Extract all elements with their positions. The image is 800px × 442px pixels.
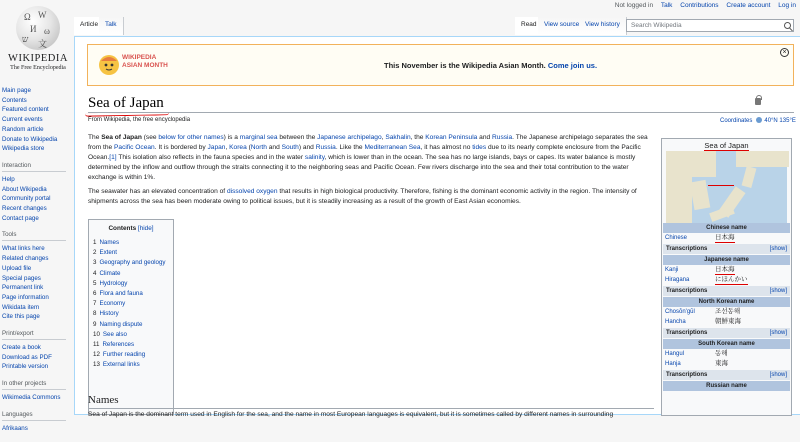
log-in-link[interactable]: Log in <box>778 2 796 9</box>
title-divider <box>88 112 794 113</box>
sidebar-heading: In other projects <box>2 380 66 390</box>
sidebar-tools <box>0 231 72 322</box>
text-run: , it has almost no <box>420 144 473 151</box>
wikipedia-logo[interactable] <box>2 0 74 82</box>
infobox-section-heading: South Korean name <box>663 339 790 349</box>
sidebar-print <box>0 330 72 372</box>
toc-item[interactable] <box>93 320 169 330</box>
sidebar-heading: Languages <box>2 411 66 421</box>
text-run: due to its nearly complete enclosure from the Pacific Ocean. <box>88 144 641 161</box>
logo-line: ASIAN MONTH <box>122 62 168 69</box>
sidebar-item-special-pages[interactable]: Special pages <box>2 274 41 282</box>
article-link[interactable]: [1] <box>109 154 117 161</box>
sidebar-item-wikidata-item[interactable]: Wikidata item <box>2 303 40 311</box>
toc-number: 9 <box>93 320 97 328</box>
infobox-row <box>662 265 791 275</box>
toc-hide-link[interactable]: [hide] <box>137 225 154 232</box>
not-logged-in-label: Not logged in <box>614 2 654 9</box>
location-map[interactable] <box>666 151 787 223</box>
text-run: ) is a <box>223 134 240 141</box>
banner-join-link[interactable]: Come join us. <box>547 61 598 70</box>
text-run: and <box>266 144 282 151</box>
tab-talk[interactable]: Talk <box>99 17 124 35</box>
article-link[interactable]: Japanese archipelago <box>317 134 382 141</box>
article-link[interactable]: Korea <box>229 144 247 151</box>
show-button[interactable]: [show] <box>769 330 787 336</box>
section-heading-names: Names <box>88 394 119 406</box>
tab-view-source[interactable]: View source <box>538 17 586 35</box>
transcriptions-label: Transcriptions <box>666 330 708 336</box>
sidebar-item-related-changes[interactable]: Related changes <box>2 255 49 263</box>
infobox-value: 동해 <box>715 350 728 357</box>
sidebar-item-printable-version[interactable]: Printable version <box>2 363 49 371</box>
lead-paragraph <box>88 133 658 183</box>
toc-number: 12 <box>93 351 100 359</box>
infobox-key[interactable]: Hiragana <box>665 277 690 283</box>
toc-link[interactable]: Economy <box>99 300 126 308</box>
article-link[interactable]: South <box>281 144 299 151</box>
logo-tagline: The Free Encyclopedia <box>10 65 66 71</box>
infobox-key[interactable]: Kanji <box>665 267 679 273</box>
bold-term: Sea of Japan <box>101 134 142 141</box>
infobox-key[interactable]: Hancha <box>665 319 686 325</box>
toc-item[interactable] <box>93 330 169 340</box>
text-run: This isolation also reflects in the fauna species and in the water <box>116 154 305 161</box>
infobox-section-heading: North Korean name <box>663 297 790 307</box>
infobox-value: 日本海 <box>715 234 735 241</box>
infobox-row <box>662 275 791 285</box>
toc-item[interactable] <box>93 279 169 289</box>
sidebar-item-help[interactable]: Help <box>2 175 15 183</box>
contributions-link[interactable]: Contributions <box>680 2 719 9</box>
infobox-row <box>662 233 791 243</box>
toc-link[interactable]: Geography and geology <box>99 259 166 267</box>
red-annotation-underline <box>708 185 734 186</box>
infobox-row <box>662 349 791 359</box>
toc-number: 5 <box>93 279 97 287</box>
toc-number: 1 <box>93 239 97 246</box>
sidebar-languages <box>0 411 72 434</box>
sidebar-item-about-wikipedia[interactable]: About Wikipedia <box>2 185 47 193</box>
toc-number: 10 <box>93 330 100 338</box>
content-area <box>74 36 800 418</box>
sidebar <box>0 86 72 442</box>
toc-item[interactable] <box>93 258 169 268</box>
sidebar-navigation <box>0 86 72 154</box>
transcriptions-row <box>663 286 790 296</box>
infobox-key[interactable]: Chosŏn'gŭl <box>665 309 695 315</box>
text-run: that results in high biological productivity. Therefore, fishing is the dominant economic activity in the region. The intensity of shipments across the sea has been moderate owing to political issues, but it is steadily increasing as a result of the growth of East Asian economies. <box>88 188 637 205</box>
coordinates <box>720 117 796 124</box>
sidebar-item-contents[interactable]: Contents <box>2 96 27 104</box>
text-run: and <box>477 134 493 141</box>
toc-link[interactable]: See also <box>102 330 127 338</box>
article-link[interactable]: Russia <box>492 134 513 141</box>
infobox-row <box>662 359 791 369</box>
toc-item[interactable] <box>93 238 169 248</box>
article-body <box>88 133 658 211</box>
text-run: . It is bordered by <box>154 144 208 151</box>
toc-link[interactable]: Hydrology <box>99 279 128 287</box>
article-link[interactable]: Sakhalin <box>385 134 411 141</box>
transcriptions-label: Transcriptions <box>666 288 708 294</box>
toc-item[interactable] <box>93 360 169 370</box>
text-run: The <box>88 134 102 141</box>
infobox-key[interactable]: Chinese <box>665 235 688 241</box>
page-title: Sea of Japan <box>88 95 164 111</box>
text-run: (see <box>141 134 159 141</box>
toc-item[interactable] <box>93 309 169 319</box>
article-link[interactable]: marginal sea <box>239 134 278 141</box>
puzzle-globe-icon: Ω W И ω ש 文 <box>16 6 60 50</box>
toc-link[interactable]: Flora and fauna <box>99 290 143 298</box>
show-button[interactable]: [show] <box>769 372 787 378</box>
toc-number: 3 <box>93 259 97 267</box>
transcriptions-label: Transcriptions <box>666 246 708 252</box>
transcriptions-label: Transcriptions <box>666 372 708 378</box>
show-button[interactable]: [show] <box>769 246 787 252</box>
table-of-contents <box>88 219 174 415</box>
infobox-row <box>662 307 791 317</box>
toc-link[interactable]: References <box>102 341 135 349</box>
infobox-title-text: Sea of Japan <box>704 141 749 150</box>
sidebar-item-create-a-book[interactable]: Create a book <box>2 344 41 352</box>
section-divider <box>88 408 654 409</box>
toc-number: 8 <box>93 310 97 318</box>
toc-link[interactable]: Extent <box>99 249 117 257</box>
toc-number: 7 <box>93 300 97 308</box>
sidebar-item-cite-this-page[interactable]: Cite this page <box>2 313 40 321</box>
logo-line: WIKIPEDIA <box>122 54 157 61</box>
text-run: , which is lower than in the ocean. The sea has no large islands, bays or capes. Its water balance is mostly determined by the inflow and outflow through the straits connecting it to the neighboring seas and Pacific Ocean. Few rivers discharge into the sea and their total contribution to the water exchange is within 1%. <box>88 154 636 181</box>
text-run: , the <box>410 134 426 141</box>
infobox-value: 日本海 <box>715 266 735 273</box>
sidebar-item-download-as-pdf[interactable]: Download as PDF <box>2 353 52 361</box>
sidebar-other-projects <box>0 380 72 403</box>
infobox-value: 朝鮮東海 <box>715 318 741 325</box>
globe-icon <box>756 117 762 123</box>
asian-month-logo-text <box>122 54 168 70</box>
toc-item[interactable] <box>93 350 169 360</box>
text-run: ) and <box>298 144 316 151</box>
sidebar-item-permanent-link[interactable]: Permanent link <box>2 284 44 292</box>
infobox-section-heading: Russian name <box>663 381 790 391</box>
article-link[interactable]: Japan <box>207 144 226 151</box>
toc-link[interactable]: History <box>99 310 119 318</box>
site-notice-banner <box>87 44 794 86</box>
article-link[interactable]: Pacific Ocean <box>114 144 155 151</box>
transcriptions-row <box>663 370 790 380</box>
sidebar-item-donate-to-wikipedia[interactable]: Donate to Wikipedia <box>2 135 58 143</box>
infobox-title <box>662 139 791 150</box>
article-link[interactable]: dissolved oxygen <box>226 188 278 195</box>
toc-number: 6 <box>93 290 97 298</box>
toc-number: 11 <box>93 341 100 349</box>
infobox-key[interactable]: Hangul <box>665 351 685 357</box>
sidebar-item-page-information[interactable]: Page information <box>2 293 49 301</box>
sidebar-item-current-events[interactable]: Current events <box>2 116 43 124</box>
toc-number: 13 <box>93 361 100 369</box>
text-run: The seawater has an elevated concentration of <box>88 188 227 195</box>
toc-link[interactable]: Further reading <box>102 351 146 359</box>
coordinates-value[interactable]: 40°N 135°E <box>764 118 796 124</box>
tab-view-history[interactable]: View history <box>579 17 627 35</box>
tab-article[interactable]: Article <box>74 17 105 35</box>
sidebar-item-upload-file[interactable]: Upload file <box>2 264 32 272</box>
toc-link[interactable]: Naming dispute <box>99 320 143 328</box>
text-run: . Like the <box>335 144 365 151</box>
infobox-value: 조선동해 <box>715 308 741 315</box>
sidebar-item-wikipedia-store[interactable]: Wikipedia store <box>2 145 45 153</box>
coordinates-label[interactable]: Coordinates <box>720 118 753 124</box>
search-input[interactable] <box>626 19 794 32</box>
sidebar-item-what-links-here[interactable]: What links here <box>2 245 45 253</box>
sidebar-item-afrikaans[interactable]: Afrikaans <box>2 424 28 432</box>
article-link[interactable]: below for other names <box>158 134 224 141</box>
search-icon[interactable] <box>784 22 791 29</box>
sidebar-item-wikimedia-commons[interactable]: Wikimedia Commons <box>2 394 61 402</box>
infobox <box>661 138 792 416</box>
sidebar-heading: Tools <box>2 231 66 241</box>
text-run: , <box>381 134 386 141</box>
create-account-link[interactable]: Create account <box>726 2 771 9</box>
sidebar-heading: Print/export <box>2 330 66 340</box>
search-placeholder: Search Wikipedia <box>631 22 682 29</box>
tagline: From Wikipedia, the free encyclopedia <box>88 117 191 123</box>
banner-message <box>384 61 597 70</box>
text-run: . The Japanese archipelago separates the sea from the <box>88 134 648 151</box>
toc-title-text: Contents <box>108 225 137 232</box>
toc-item[interactable] <box>93 340 169 350</box>
toc-number: 4 <box>93 269 97 277</box>
sidebar-interaction <box>0 162 72 224</box>
transcriptions-row <box>663 328 790 338</box>
toc-title <box>93 225 169 232</box>
toc-number: 2 <box>93 249 97 257</box>
banner-text: This November is the Wikipedia Asian Month. <box>384 61 546 70</box>
infobox-key[interactable]: Hanja <box>665 361 681 367</box>
sidebar-heading: Interaction <box>2 162 66 172</box>
text-run: , <box>225 144 230 151</box>
infobox-value: にほんかい <box>715 276 748 283</box>
infobox-section-heading: Japanese name <box>663 255 790 265</box>
sidebar-item-contact-page[interactable]: Contact page <box>2 214 39 222</box>
article-link[interactable]: tides <box>472 144 487 151</box>
article-link[interactable]: Russia <box>315 144 336 151</box>
sidebar-item-community-portal[interactable]: Community portal <box>2 195 51 203</box>
transcriptions-row <box>663 244 790 254</box>
personal-tools <box>609 2 796 9</box>
logo-wordmark: WIKIPEDIA <box>8 53 68 64</box>
toc-item[interactable] <box>93 289 169 299</box>
lead-paragraph <box>88 187 658 207</box>
article-link[interactable]: Korean Peninsula <box>425 134 478 141</box>
sidebar-item-main-page[interactable]: Main page <box>2 87 31 94</box>
toc-link[interactable]: Names <box>99 239 120 246</box>
asian-month-logo-icon <box>96 51 122 77</box>
article-link[interactable]: salinity <box>304 154 325 161</box>
infobox-section-heading: Chinese name <box>663 223 790 233</box>
show-button[interactable]: [show] <box>769 288 787 294</box>
talk-link[interactable]: Talk <box>660 2 673 9</box>
toc-item[interactable] <box>93 269 169 279</box>
toc-item[interactable] <box>93 248 169 258</box>
sidebar-item-recent-changes[interactable]: Recent changes <box>2 205 47 213</box>
lock-icon[interactable] <box>755 98 761 105</box>
names-paragraph: Sea of Japan is the dominant term used in English for the sea, and the name in most European languages is equivalent, but it is sometimes called by different names in surrounding <box>88 411 614 418</box>
article-link[interactable]: North <box>250 144 267 151</box>
toc-item[interactable] <box>93 299 169 309</box>
toc-link[interactable]: Climate <box>99 269 121 277</box>
tab-read[interactable]: Read <box>515 17 544 35</box>
article-link[interactable]: Mediterranean Sea <box>364 144 421 151</box>
infobox-row <box>662 317 791 327</box>
close-icon[interactable]: × <box>780 48 789 57</box>
text-run: ( <box>246 144 251 151</box>
text-run: between the <box>277 134 318 141</box>
infobox-value: 東海 <box>715 360 728 367</box>
sidebar-item-random-article[interactable]: Random article <box>2 125 44 133</box>
sidebar-item-featured-content[interactable]: Featured content <box>2 106 49 114</box>
toc-link[interactable]: External links <box>102 361 140 369</box>
